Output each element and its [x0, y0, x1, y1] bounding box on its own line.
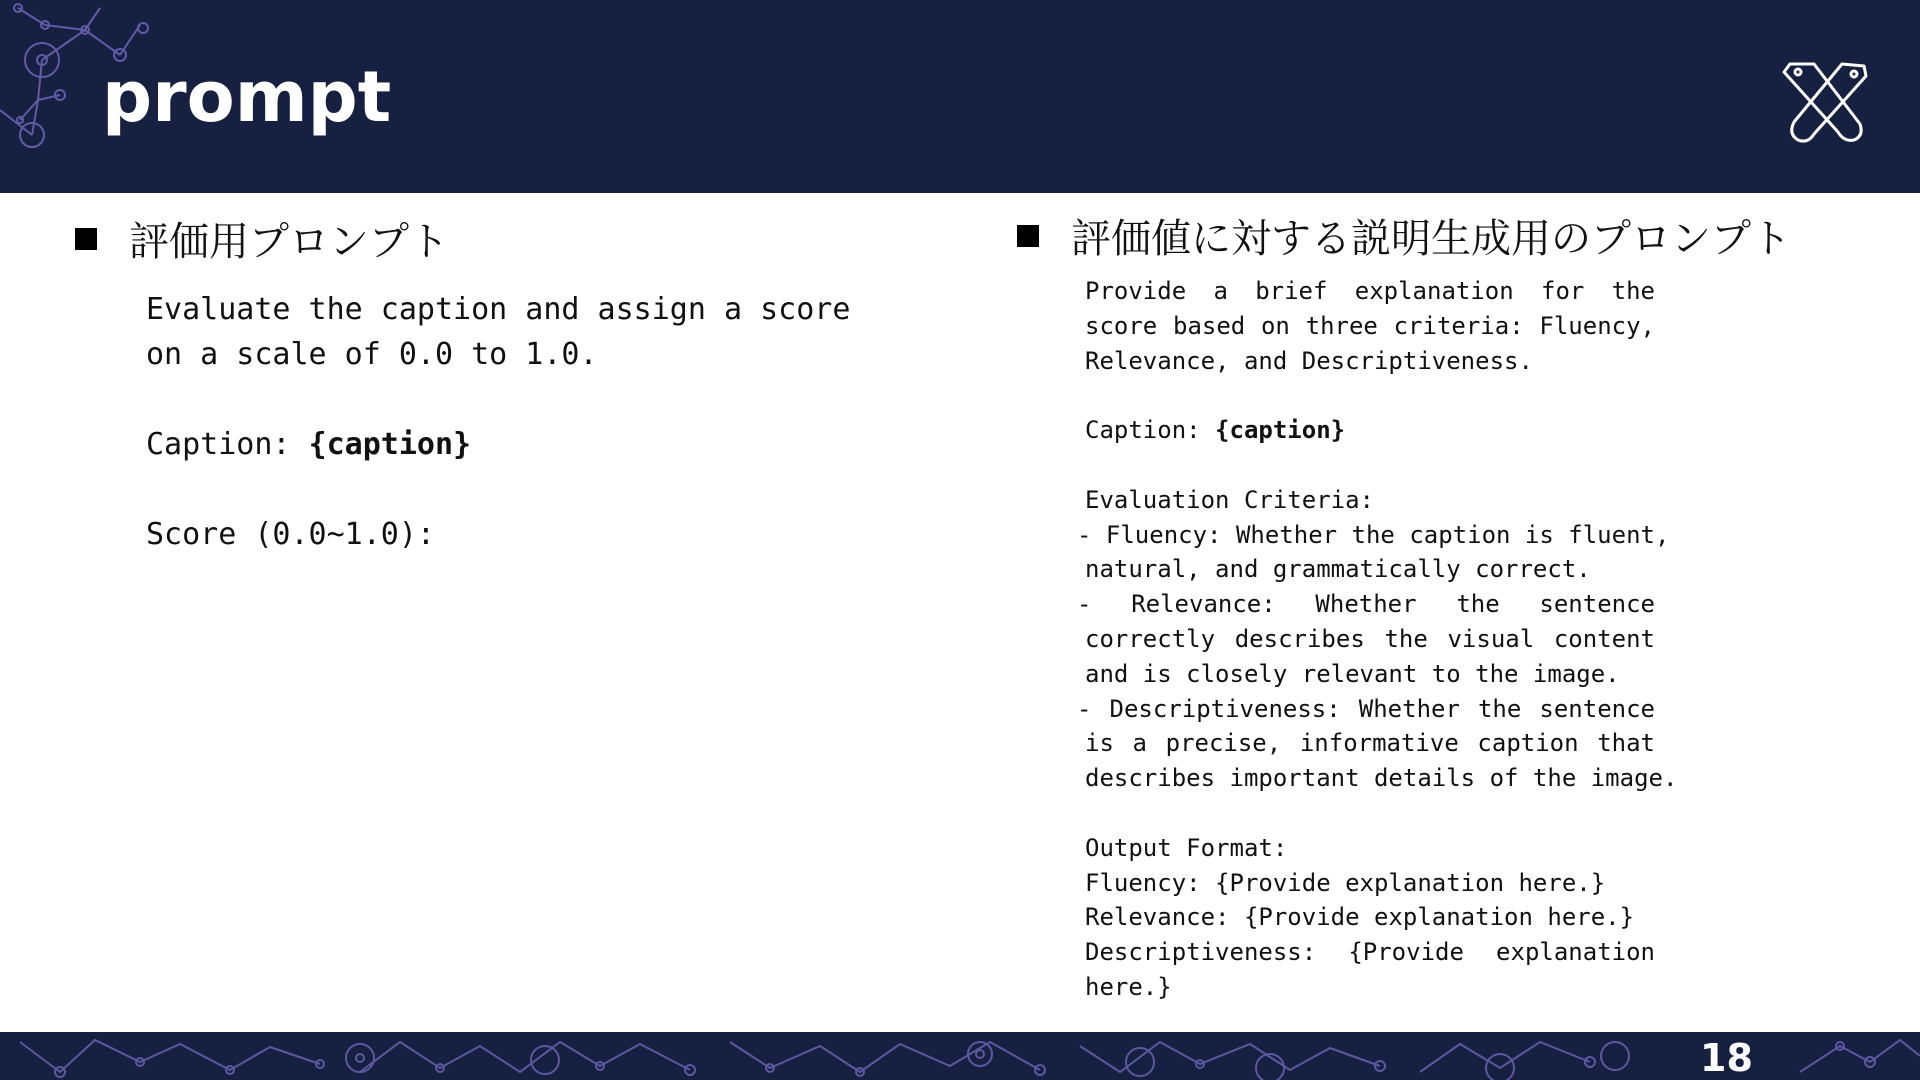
slide-footer [0, 1032, 1920, 1080]
score-line: Score (0.0~1.0): [146, 517, 435, 552]
slide-title: prompt [102, 56, 392, 138]
criteria-line: is a precise, informative caption that [1085, 729, 1655, 758]
criteria-line: - Fluency: Whether the caption is fluent, [1077, 520, 1670, 549]
right-heading-text: 評価値に対する説明生成用のプロンプト [1071, 216, 1791, 262]
caption-placeholder: {caption} [308, 427, 472, 462]
slide-header [0, 0, 1920, 193]
square-bullet-icon [75, 228, 97, 250]
criteria-line: - Descriptiveness: Whether the sentence [1077, 694, 1655, 723]
caption-label: Caption: [1085, 416, 1216, 445]
output-format-title: Output Format: [1085, 833, 1288, 862]
criteria-line: and is closely relevant to the image. [1085, 659, 1620, 688]
crossed-tools-logo-icon [1780, 58, 1870, 146]
explanation-prompt-text [1077, 274, 1678, 1005]
square-bullet-icon [1017, 225, 1039, 247]
caption-placeholder: {caption} [1215, 416, 1346, 445]
page-number: 18 [1700, 1036, 1753, 1080]
criteria-line: describes important details of the image. [1085, 764, 1678, 793]
prompt-line: Evaluate the caption and assign a score [146, 292, 851, 327]
criteria-line: correctly describes the visual content [1085, 624, 1655, 653]
left-section-heading [75, 210, 449, 267]
intro-line: Provide a brief explanation for the [1085, 277, 1655, 305]
caption-line [1085, 413, 1655, 448]
output-line: Fluency: {Provide explanation here.} [1085, 868, 1606, 897]
intro-line: Relevance, and Descriptiveness. [1085, 346, 1533, 375]
intro-line: score based on three criteria: Fluency, [1085, 311, 1655, 340]
prompt-line: on a scale of 0.0 to 1.0. [146, 337, 598, 372]
output-line: Descriptiveness: {Provide explanation [1085, 938, 1655, 967]
evaluation-prompt-text [146, 287, 906, 557]
right-section-heading [1017, 207, 1791, 264]
criteria-line: natural, and grammatically correct. [1085, 555, 1591, 584]
left-heading-text: 評価用プロンプト [129, 219, 449, 265]
output-line: Relevance: {Provide explanation here.} [1085, 903, 1635, 932]
caption-label: Caption: [146, 427, 309, 462]
criteria-title: Evaluation Criteria: [1085, 485, 1374, 514]
output-line: here.} [1085, 972, 1172, 1001]
caption-line [146, 422, 906, 467]
network-decoration-icon [0, 1032, 1920, 1080]
criteria-line: - Relevance: Whether the sentence [1077, 590, 1655, 619]
